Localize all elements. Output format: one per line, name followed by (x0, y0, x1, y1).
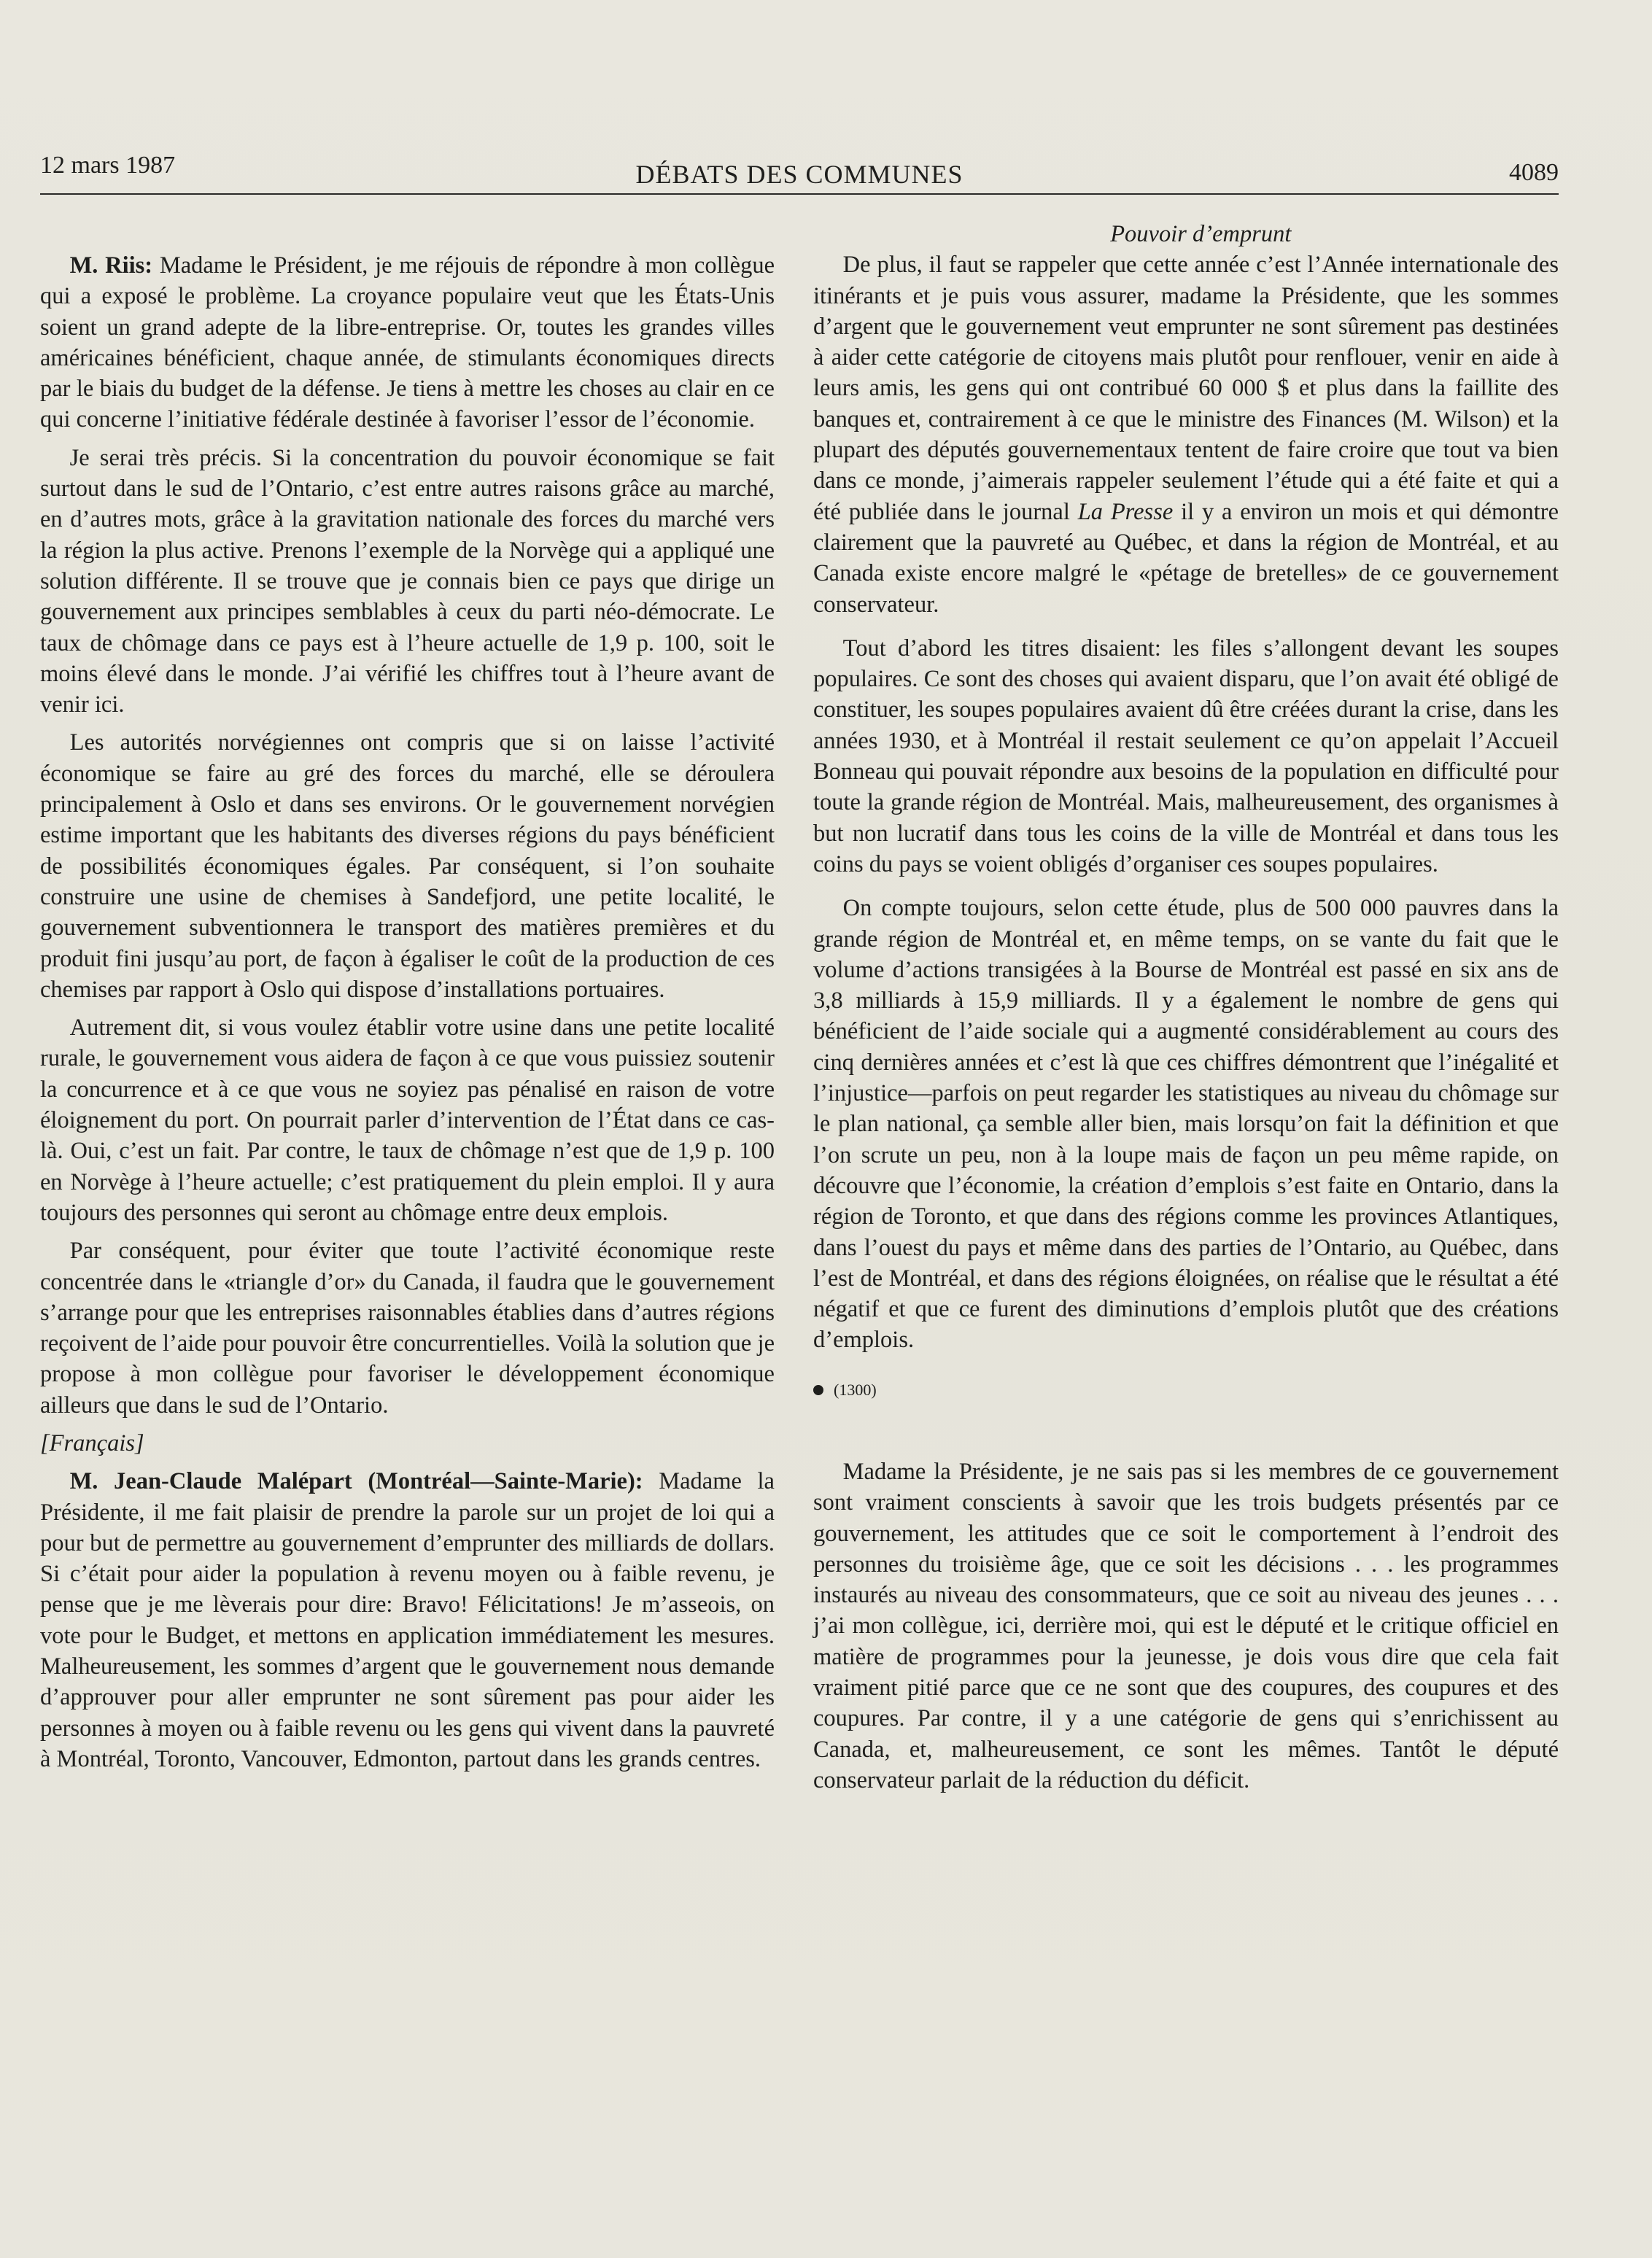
header-title: DÉBATS DES COMMUNES (635, 160, 963, 189)
paragraph-riis-2: Je serai très précis. Si la concentration du pouvoir économique se fait surtout dans le sud de l’Ontario, c’est entre autres raisons grâce au marché, en d’autres mots, grâce à la gravitation nationale des forces du marché vers la région la plus active. Prenons l’exemple de la Norvège qui a appliqué une solution différente. Il se trouve que je connais bien ce pays que dirige un gouvernement aux principes semblables à ceux du parti néo-démocrate. Le taux de chômage dans ce pays est à l’heure actuelle de 1,9 p. 100, soit le moins élevé dans le monde. J’ai vérifié les chiffres tout à l’heure avant de venir ici. (40, 444, 775, 718)
paragraph-riis-4: Autrement dit, si vous voulez établir votre usine dans une petite localité rurale, le gouvernement vous aidera de façon à ce que vous puissiez soutenir la concurrence et à ce que vous ne soyiez pas pénalisé en raison de votre éloignement du port. On pourrait parler d’intervention de l’État dans ce cas-là. Oui, c’est un fait. Par contre, le taux de chômage n’est que de 1,9 p. 100 en Norvège à l’heure actuelle; c’est pratiquement du plein emploi. Il y aura toujours des personnes qui seront au chômage entre deux emplois. (40, 1014, 775, 1226)
speaker-name: M. Riis: (69, 252, 153, 279)
paragraph-text: Madame le Président, je me réjouis de répondre à mon collègue qui a exposé le problème. La croyance populaire veut que les États-Unis soient un grand adepte de la libre-entreprise. Or, toutes les grandes villes américaines bénéficient, chaque année, de stimulants économiques directs par le biais du budget de la défense. Je tiens à mettre les choses au clair en ce qui concerne l’initiative fédérale destinée à favoriser l’essor de l’économie. (40, 252, 775, 433)
header-page-number: 4089 (1509, 159, 1559, 186)
paragraph-malepart-4: On compte toujours, selon cette étude, plus de 500 000 pauvres dans la grande région de Montréal et, en même temps, on se vante du fait que le volume d’actions transigées à la Bourse de Montréal est passé en six ans de 3,8 milliards à 15,9 milliards. Il y a également le nombre de gens qui bénéficient de l’aide sociale qui a augmenté considérablement au cours des cinq dernières années et c’est là que ces chiffres démontrent que l’inégalité et l’injustice—parfois on peut regarder les statistiques au niveau du chômage sur le plan national, ça semble aller bien, mais lorsqu’on fait la définition et que l’on scrute un peu, non à la loupe mais de façon un peu même rapide, on découvre que l’économie, la création d’emplois s’est faite en Ontario, dans la région de Toronto, et que dans des régions comme les provinces Atlantiques, dans l’ouest du pays et même dans des parties de l’Ontario, au Québec, dans l’est de Montréal, et dans des régions éloignées, on réalise que le résultat a été négatif et que ce furent des diminutions d’emplois plutôt que des créations d’emplois. (813, 895, 1559, 1354)
time-marker-text: (1300) (834, 1380, 877, 1399)
paragraph-text: Madame la Présidente, il me fait plaisir de prendre la parole sur un projet de loi qui a pour but de permettre au gouvernement d’emprunter des milliards de dollars. Si c’était pour aider la population à revenu moyen ou à faible revenu, je pense que je me lèverais pour dire: Bravo! Félicitations! Je m’asseois, on vote pour le Budget, et mettons en application immédiatement les mesures. Malheureusement, les sommes d’argent que le gouvernement nous demande d’approuver pour aller emprunter ne sont sûrement pas pour aider les personnes à moyen ou à faible revenu ou les gens qui vivent dans la pauvreté à Montréal, Toronto, Vancouver, Edmonton, partout dans les grands centres. (40, 1468, 775, 1772)
paragraph-riis-5: Par conséquent, pour éviter que toute l’activité économique reste concentrée dans le «triangle d’or» du Canada, il faudra que le gouvernement s’arrange pour que les entreprises raisonnables établies dans d’autres régions reçoivent de l’aide pour pouvoir être concurrentielles. Voilà la solution que je propose à mon collègue pour favoriser le développement économique ailleurs que dans le sud de l’Ontario. (40, 1238, 775, 1419)
paragraph-malepart-1 (40, 1466, 775, 1774)
paragraph-malepart-5: Madame la Présidente, je ne sais pas si les membres de ce gouvernement sont vraiment conscients à savoir que les trois budgets présentés par ce gouvernement, les attitudes que ce soit le comportement à l’endroit des personnes du troisième âge, que ce soit les décisions . . . les programmes instaurés au niveau des consommateurs, que ce soit au niveau des jeunes . . . j’ai mon collègue, ici, derrière moi, qui est le député et le critique officiel en matière de programmes pour la jeunesse, je dois vous dire que cela fait vraiment pitié parce que ce ne sont que des coupures, des coupures et des coupures. Par contre, il y a une catégorie de gens qui s’enrichissent au Canada, et, malheureusement, ce sont les mêmes. Tantôt le député conservateur parlait de la réduction du déficit. (813, 1458, 1559, 1793)
header-rule (40, 193, 1559, 195)
page-header (40, 152, 1559, 193)
paragraph-text: De plus, il faut se rappeler que cette année c’est l’Année internationale des itinérants et je puis vous assurer, madame la Présidente, que les sommes d’argent que le gouvernement veut emprunter ne sont sûrement pas destinées à aider cette catégorie de citoyens mais plutôt pour renflouer, venir en aide à leurs amis, les gens qui ont contribué 60 000 $ et plus dans la faillite des banques et, contrairement à ce que le ministre des Finances (M. Wilson) et la plupart des députés gouvernementaux tentent de faire croire que tout va bien dans ce monde, j’aimerais rappeler seulement l’étude qui a été faite et qui a été publiée dans le journal (813, 252, 1559, 525)
section-rubric: Pouvoir d’emprunt (1110, 221, 1292, 247)
paragraph-malepart-3: Tout d’abord les titres disaient: les files s’allongent devant les soupes populaires. Ce sont des choses qui avaient disparu, que l’on avait été obligé de constituer, les soupes populaires avaient dû être créées durant la crise, dans les années 1930, et à Montréal il restait seulement ce qu’on appelait l’Accueil Bonneau qui pouvait répondre aux besoins de la population en difficulté pour toute la grande région de Montréal. Mais, malheureusement, des organismes à but non lucratif dans tous les coins de la ville de Montréal et dans tous les coins du pays se voient obligés d’organiser ces soupes populaires. (813, 635, 1559, 877)
newspaper-title: La Presse (1077, 498, 1174, 525)
speaker-name: M. Jean-Claude Malépart (Montréal—Sainte-Marie): (69, 1468, 643, 1495)
header-date: 12 mars 1987 (40, 152, 176, 179)
right-column (813, 219, 1559, 1796)
paragraph-malepart-2 (813, 249, 1559, 620)
language-tag: [Français] (40, 1429, 144, 1456)
paragraph-riis-1 (40, 250, 775, 435)
paragraph-riis-3: Les autorités norvégiennes ont compris que si on laisse l’activité économique se faire au gré des forces du marché, elle se déroulera principalement à Oslo et dans ses environs. Or le gouvernement norvégien estime important que les habitants des diverses régions du pays bénéficient de possibilités économiques égales. Par conséquent, si l’on souhaite construire une usine de chemises à Sandefjord, une petite localité, le gouvernement subventionnera le transport des matières premières et du produit fini jusqu’au port, de façon à égaliser le coût de la production de ces chemises par rapport à Oslo qui dispose d’installations portuaires. (40, 729, 775, 1003)
left-column (40, 250, 775, 1774)
time-marker (813, 1375, 1559, 1405)
paragraph-text: il y a environ un mois et qui démontre clairement que la pauvreté au Québec, et dans la région de Montréal, et au Canada existe encore malgré le «pétage de bretelles» de ce gouvernement conservateur. (813, 498, 1559, 618)
bullet-icon (813, 1385, 823, 1395)
